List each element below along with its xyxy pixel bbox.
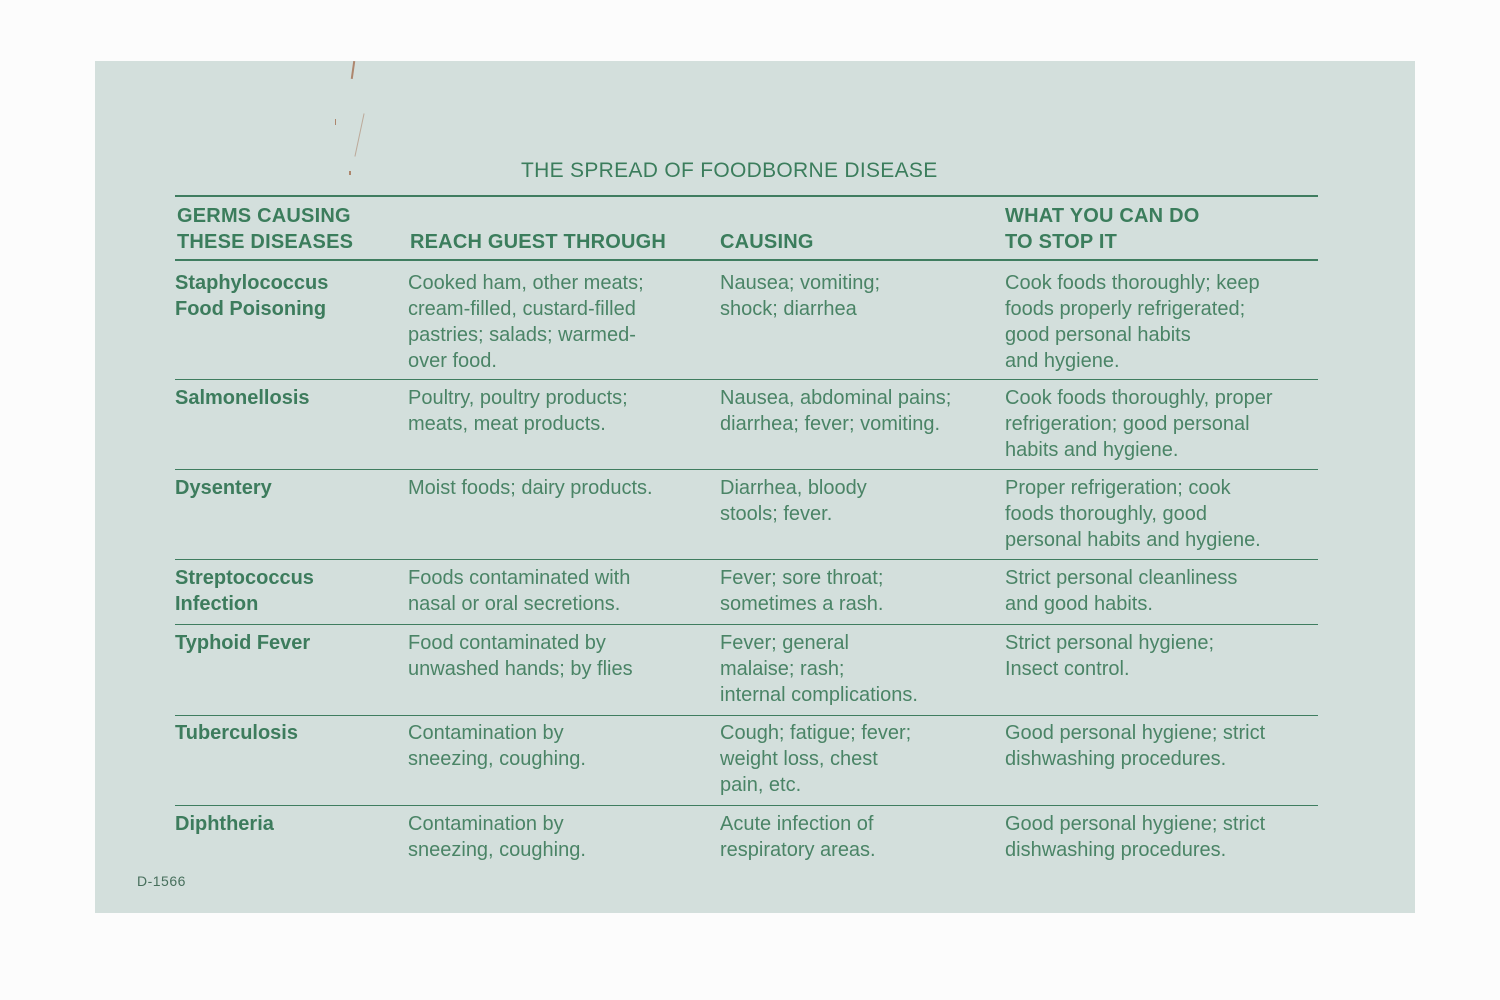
germ-cell: Typhoid Fever (175, 632, 311, 654)
row-divider (175, 469, 1318, 470)
reach-cell: Cooked ham, other meats; cream-filled, custard-filled pastries; salads; warmed- over food. (408, 272, 644, 372)
reach-cell: Food contaminated by unwashed hands; by flies (408, 632, 633, 680)
causing-cell: Fever; sore throat; sometimes a rash. (720, 567, 884, 615)
reach-cell: Contamination by sneezing, coughing. (408, 813, 586, 861)
row-divider (175, 715, 1318, 716)
germ-cell: Dysentery (175, 477, 272, 499)
causing-cell: Acute infection of respiratory areas. (720, 813, 876, 861)
germ-cell: Streptococcus Infection (175, 567, 314, 615)
causing-cell: Nausea; vomiting; shock; diarrhea (720, 272, 881, 320)
header-causing: CAUSING (720, 231, 814, 253)
document-code: D-1566 (137, 873, 186, 889)
pen-mark-dot (349, 171, 351, 175)
causing-cell: Nausea, abdominal pains; diarrhea; fever; vomiting. (720, 387, 952, 435)
stop-cell: Good personal hygiene; strict dishwashing procedures. (1005, 722, 1266, 770)
row-divider (175, 805, 1318, 806)
germ-cell: Salmonellosis (175, 387, 310, 409)
pen-mark-stroke (354, 113, 364, 156)
stop-cell: Strict personal hygiene; Insect control. (1005, 632, 1215, 680)
row-divider (175, 624, 1318, 625)
row-divider (175, 379, 1318, 380)
pen-mark-top (351, 61, 355, 79)
germ-cell: Staphylococcus Food Poisoning (175, 272, 329, 320)
rule-top (175, 195, 1318, 197)
header-stop: WHAT YOU CAN DO TO STOP IT (1005, 205, 1200, 253)
header-reach: REACH GUEST THROUGH (410, 231, 667, 253)
document-title: THE SPREAD OF FOODBORNE DISEASE (521, 159, 938, 182)
germ-cell: Diphtheria (175, 813, 274, 835)
pen-mark-tick (335, 119, 336, 125)
stop-cell: Cook foods thoroughly, proper refrigeration; good personal habits and hygiene. (1005, 387, 1273, 461)
reach-cell: Contamination by sneezing, coughing. (408, 722, 586, 770)
rule-header (175, 259, 1318, 261)
reach-cell: Foods contaminated with nasal or oral secretions. (408, 567, 631, 615)
causing-cell: Fever; general malaise; rash; internal complications. (720, 632, 918, 706)
germ-cell: Tuberculosis (175, 722, 298, 744)
causing-cell: Cough; fatigue; fever; weight loss, chest pain, etc. (720, 722, 912, 796)
reach-cell: Moist foods; dairy products. (408, 477, 653, 499)
header-germs: GERMS CAUSING THESE DISEASES (177, 205, 354, 253)
stop-cell: Good personal hygiene; strict dishwashing procedures. (1005, 813, 1266, 861)
reach-cell: Poultry, poultry products; meats, meat products. (408, 387, 628, 435)
row-divider (175, 559, 1318, 560)
stop-cell: Strict personal cleanliness and good habits. (1005, 567, 1238, 615)
stop-cell: Proper refrigeration; cook foods thoroughly, good personal habits and hygiene. (1005, 477, 1261, 551)
causing-cell: Diarrhea, bloody stools; fever. (720, 477, 867, 525)
document-card (95, 61, 1415, 913)
stop-cell: Cook foods thoroughly; keep foods properly refrigerated; good personal habits and hygiene. (1005, 272, 1260, 372)
